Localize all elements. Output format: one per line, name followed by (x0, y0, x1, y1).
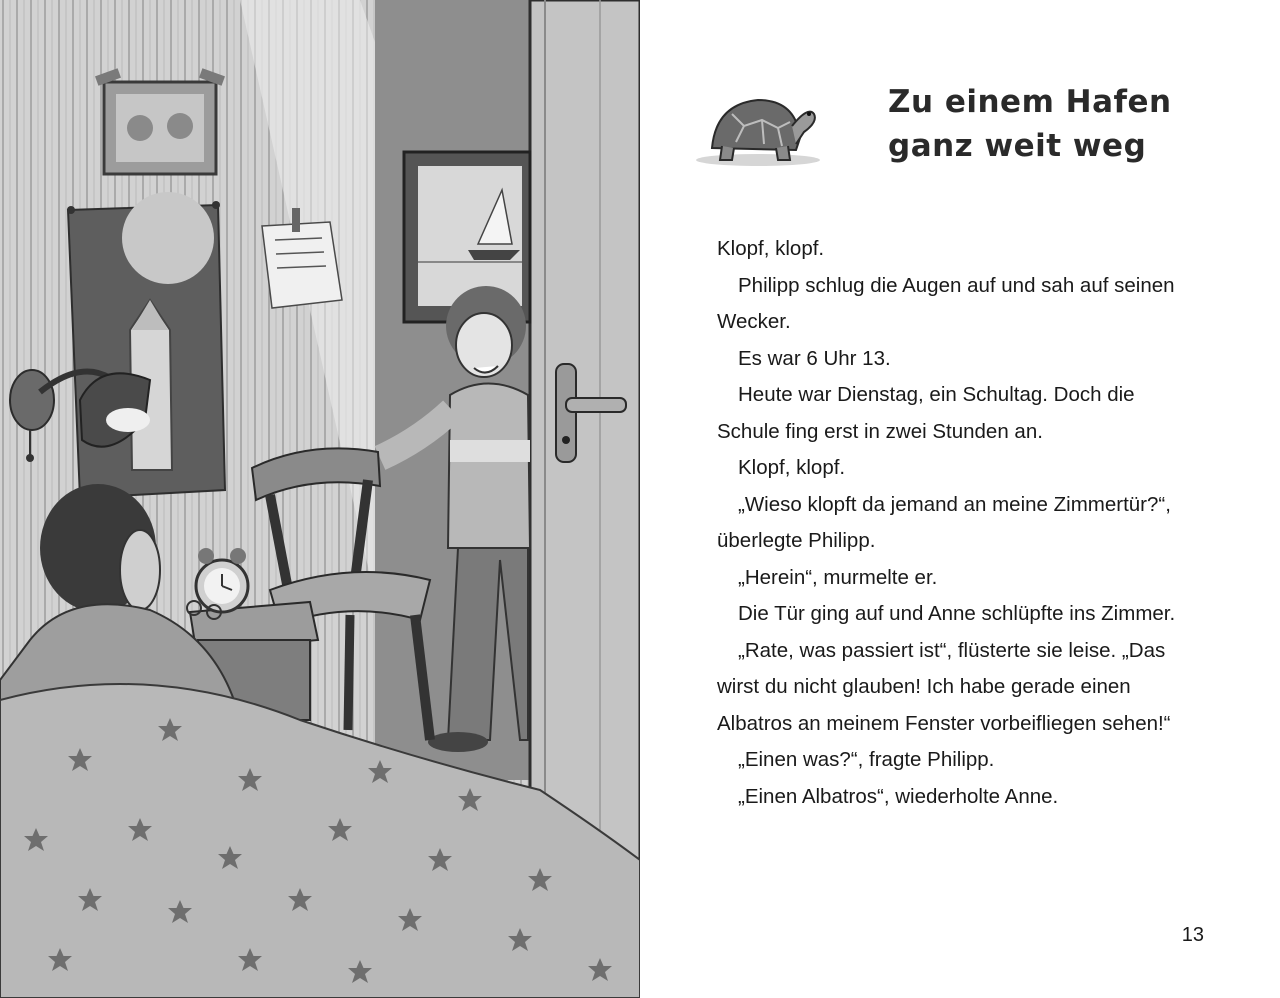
chapter-title-line-2: ganz weit weg (888, 128, 1147, 164)
turtle-icon (692, 86, 822, 170)
paragraph: Klopf, klopf. (717, 237, 825, 260)
paragraph: Heute war Dienstag, ein Schultag. Doch die Schule fing erst in zwei Stunden an. (717, 383, 1135, 443)
chapter-title-line-1: Zu einem Hafen (888, 84, 1172, 120)
paragraph: „Wieso klopft da jemand an meine Zimmertür?“, überlegte Philipp. (717, 492, 1171, 552)
wall-picture-frame (95, 68, 225, 174)
chapter-header (692, 80, 1252, 180)
paragraph: „Rate, was passiert ist“, flüsterte sie leise. „Das wirst du nicht glauben! Ich habe gerade einen Albatros an meinem Fenster vorbeifliegen sehen!“ (717, 638, 1171, 735)
rocket-poster (67, 192, 225, 498)
paragraph: Es war 6 Uhr 13. (738, 346, 891, 370)
paragraph: „Einen was?“, fragte Philipp. (738, 748, 995, 771)
paragraph: „Einen Albatros“, wiederholte Anne. (738, 784, 1059, 808)
paragraph: „Herein“, murmelte er. (738, 565, 938, 589)
page-number: 13 (1181, 924, 1204, 946)
paragraph: Die Tür ging auf und Anne schlüpfte ins Zimmer. (738, 602, 1176, 625)
text-page (640, 0, 1280, 998)
chapter-title (888, 80, 1172, 168)
story-text (717, 231, 1197, 815)
paragraph: Philipp schlug die Augen auf und sah auf seinen Wecker. (717, 273, 1175, 333)
paragraph: Klopf, klopf. (738, 456, 846, 479)
